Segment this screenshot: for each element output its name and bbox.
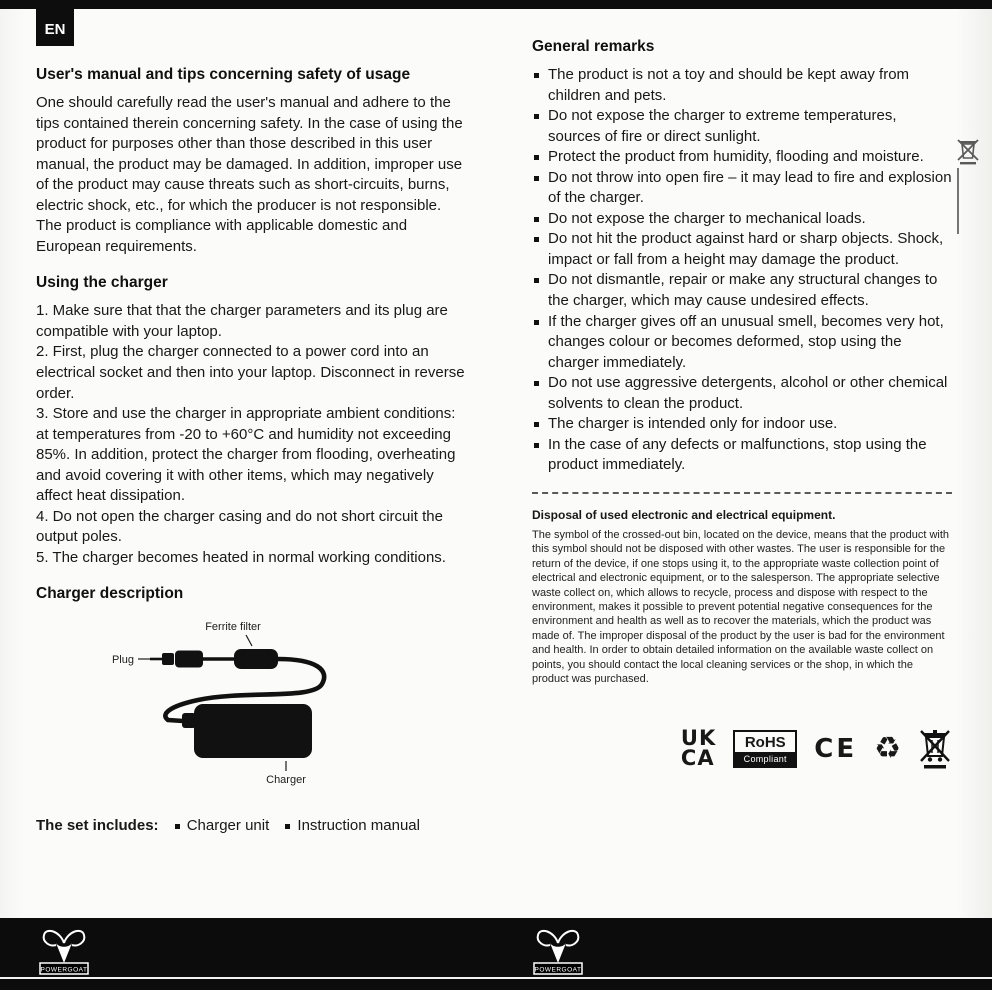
- plug-body: [175, 651, 203, 668]
- bullet-icon: [534, 237, 539, 242]
- charger-diagram: [36, 612, 470, 793]
- using-charger-heading: Using the charger: [36, 274, 168, 292]
- cable-strain-relief: [182, 713, 196, 728]
- using-step: 3. Store and use the charger in appropriate ambient conditions: at temperatures from -20 to +60°C and humidity not exceeding 85%. In addition, protect the charger from flooding, overheating and avoid covering it with other items, which may negatively affect heat dissipation.: [36, 405, 456, 505]
- ce-mark: CE: [814, 734, 858, 765]
- set-includes-item: Instruction manual: [297, 817, 420, 835]
- footer-bar: [0, 918, 992, 990]
- powergoat-logo: [530, 923, 586, 977]
- remark-item: Do not use aggressive detergents, alcohol or other chemical solvents to clean the product.: [532, 373, 952, 414]
- general-remarks-list: [532, 65, 952, 476]
- charger-body: [194, 704, 312, 758]
- powergoat-wordmark: POWERGOAT: [40, 966, 88, 974]
- using-step: 5. The charger becomes heated in normal working conditions.: [36, 548, 446, 566]
- powergoat-logo: [36, 923, 92, 977]
- remark-item: Do not expose the charger to mechanical loads.: [532, 209, 952, 230]
- edge-crossed-out-bin-icon: [956, 138, 980, 166]
- ukca-bottom-label: CA: [680, 746, 715, 771]
- dashed-divider: [532, 492, 952, 494]
- remark-item: The charger is intended only for indoor use.: [532, 414, 952, 435]
- bullet-icon: [534, 114, 539, 119]
- ferrite-filter-body: [234, 649, 278, 669]
- bullet-icon: [534, 381, 539, 386]
- remark-item: Do not dismantle, repair or make any structural changes to the charger, which may cause undesired effects.: [532, 270, 952, 311]
- using-step: 1. Make sure that that the charger parameters and its plug are compatible with your laptop.: [36, 302, 448, 340]
- ukca-top-label: UK: [680, 726, 717, 751]
- language-badge-label: EN: [44, 21, 66, 38]
- remark-item: In the case of any defects or malfunctions, stop using the product immediately.: [532, 435, 952, 476]
- bullet-icon: [175, 824, 180, 829]
- disposal-body: The symbol of the crossed-out bin, located on the device, means that the product with this symbol should not be disposed with other wastes. The user is responsible for the return of the device, if one stops using it, to the appropriate waste collection point of electrical and electronic equipment, or to the salesperson. The appropriate selective waste collect on, which allows to recycle, process and dispose with respect to the environment, makes it possible to prevent potential negative consequences for the environment and health as well as to recover the materials, which the product was made of. The improper disposal of the product by the user is bad for the environment and health. In order to obtain detailed information on the available waste collect on points, you should contact the local cleaning services or the shop, in which the product was purchased.: [532, 528, 950, 685]
- plug-connector: [162, 653, 174, 665]
- set-includes-line: [36, 817, 470, 834]
- set-includes-label: The set includes:: [36, 817, 159, 835]
- bullet-icon: [534, 176, 539, 181]
- remark-item: Do not expose the charger to extreme temperatures, sources of fire or direct sunlight.: [532, 106, 952, 147]
- rohs-label: RoHS: [744, 734, 786, 752]
- rohs-mark: [733, 730, 797, 768]
- bullet-icon: [534, 278, 539, 283]
- using-step: 2. First, plug the charger connected to a power cord into an electrical socket and then into your laptop. Disconnect in reverse order.: [36, 343, 465, 402]
- charger-label: Charger: [266, 774, 306, 787]
- using-step: 4. Do not open the charger casing and do not short circuit the output poles.: [36, 507, 443, 546]
- general-remarks-heading: General remarks: [532, 38, 655, 55]
- recycle-icon: ♻: [874, 732, 901, 766]
- remark-item: The product is not a toy and should be kept away from children and pets.: [532, 65, 952, 106]
- certification-marks: [532, 728, 952, 770]
- disposal-heading: Disposal of used electronic and electrical equipment.: [532, 507, 836, 522]
- manual-content: [36, 38, 952, 834]
- charger-description-heading: Charger description: [36, 585, 184, 603]
- bullet-icon: [534, 155, 539, 160]
- ukca-mark: [680, 726, 717, 771]
- remark-item: Do not hit the product against hard or sharp objects. Shock, impact or fall from a height may damage the product.: [532, 229, 952, 270]
- page-fold-line: [957, 168, 959, 234]
- ferrite-filter-label: Ferrite filter: [205, 621, 261, 634]
- safety-body: One should carefully read the user's manual and adhere to the tips contained therein concerning safety. In the case of using the product for purposes other than those described in this user manual, the product may be damaged. In addition, improper use of the product may cause threats such as short-circuits, burns, electric shock, etc., for which the producer is not responsible. The product is compliance with applicable domestic and European requirements.: [36, 94, 463, 255]
- charger-diagram-figure: [36, 612, 456, 788]
- powergoat-wordmark: POWERGOAT: [534, 966, 582, 974]
- ferrite-leader-line: [246, 635, 252, 646]
- bullet-icon: [534, 73, 539, 78]
- rohs-compliant-label: Compliant: [735, 752, 795, 766]
- bullet-icon: [534, 422, 539, 427]
- top-edge-bar: [0, 0, 992, 9]
- left-column: [36, 38, 470, 834]
- bullet-icon: [534, 217, 539, 222]
- remark-item: Do not throw into open fire – it may lead to fire and explosion of the charger.: [532, 168, 952, 209]
- remark-item: Protect the product from humidity, flooding and moisture.: [532, 147, 952, 168]
- bullet-icon: [534, 443, 539, 448]
- bullet-icon: [285, 824, 290, 829]
- right-column: [532, 38, 952, 834]
- plug-label: Plug: [111, 654, 134, 667]
- crossed-out-bin-icon: [918, 728, 952, 770]
- footer-white-line: [0, 977, 992, 980]
- bullet-icon: [534, 320, 539, 325]
- safety-heading: User's manual and tips concerning safety of usage: [36, 66, 411, 83]
- remark-item: If the charger gives off an unusual smell, becomes very hot, changes colour or becomes deformed, stop using the charger immediately.: [532, 312, 952, 374]
- set-includes-item: Charger unit: [186, 817, 270, 835]
